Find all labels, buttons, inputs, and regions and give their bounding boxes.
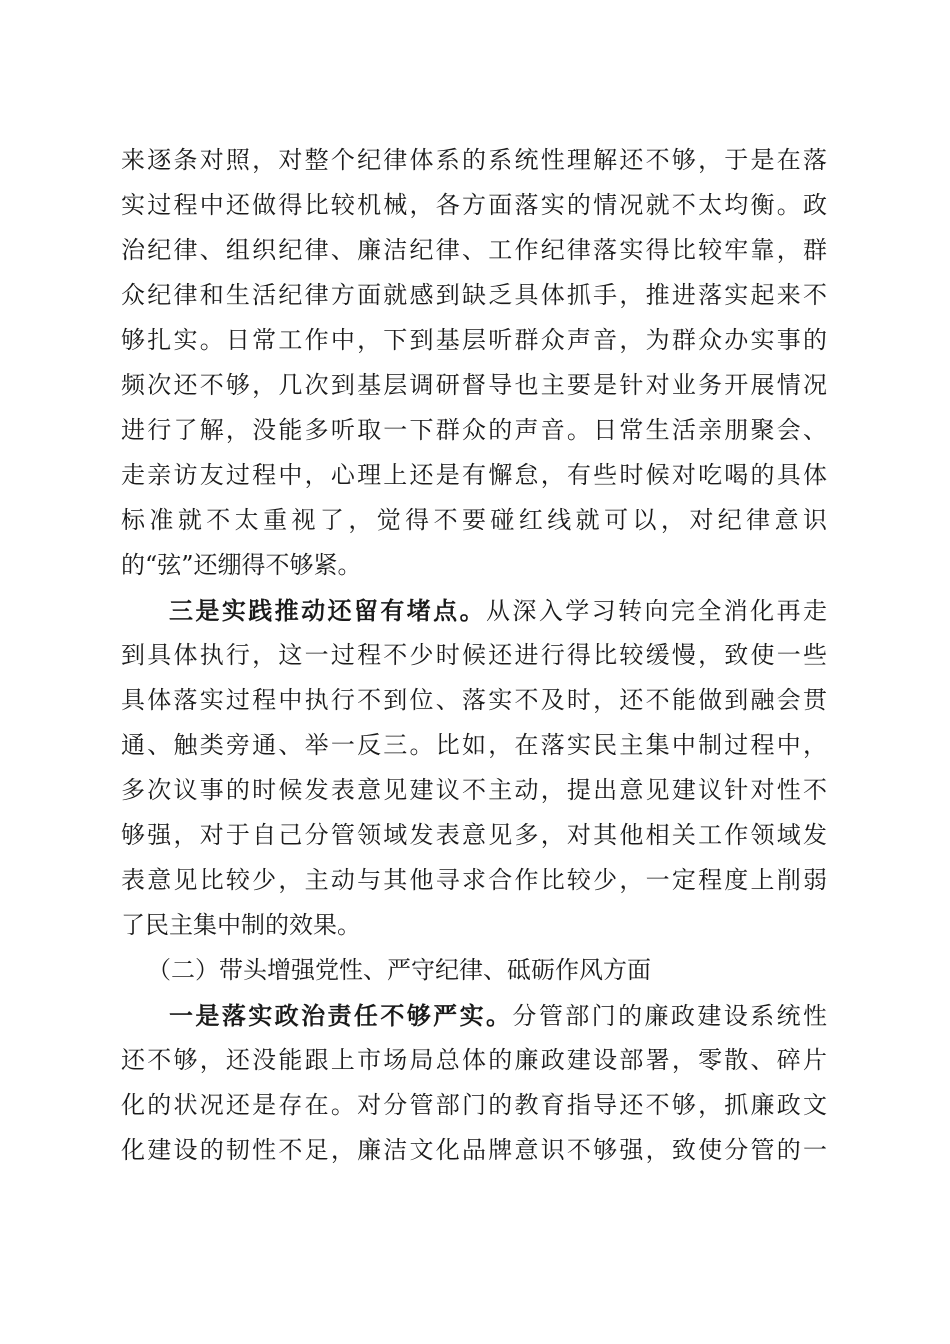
text-line: 多次议事的时候发表意见建议不主动，提出意见建议针对性不 xyxy=(121,776,827,804)
text-line: 走亲访友过程中，心理上还是有懈怠，有些时候对吃喝的具体 xyxy=(121,461,827,489)
text-line: 到具体执行，这一过程不少时候还进行得比较缓慢，致使一些 xyxy=(121,641,827,669)
section-heading: （二）带头增强党性、严守纪律、砥砺作风方面 xyxy=(147,956,651,984)
text-line: 频次还不够，几次到基层调研督导也主要是针对业务开展情况 xyxy=(121,371,827,399)
paragraph-first-line xyxy=(121,588,827,633)
paragraph-first-line xyxy=(121,993,827,1038)
text-line: 了民主集中制的效果。 xyxy=(121,911,361,939)
paragraph-lead-rest: 分管部门的廉政建设系统性 xyxy=(512,1002,827,1030)
text-line: 实过程中还做得比较机械，各方面落实的情况就不太均衡。政 xyxy=(121,191,827,219)
text-line: 够强，对于自己分管领域发表意见多，对其他相关工作领域发 xyxy=(121,821,827,849)
text-line: 众纪律和生活纪律方面就感到缺乏具体抓手，推进落实起来不 xyxy=(121,281,827,309)
text-line: 还不够，还没能跟上市场局总体的廉政建设部署，零散、碎片 xyxy=(121,1046,827,1074)
text-line: 通、触类旁通、举一反三。比如，在落实民主集中制过程中， xyxy=(121,731,827,759)
paragraph-lead-bold: 三是实践推动还留有堵点。 xyxy=(169,596,486,625)
text-line: 治纪律、组织纪律、廉洁纪律、工作纪律落实得比较牢靠，群 xyxy=(121,236,827,264)
text-line: 进行了解，没能多听取一下群众的声音。日常生活亲朋聚会、 xyxy=(121,416,827,444)
text-line: 表意见比较少，主动与其他寻求合作比较少，一定程度上削弱 xyxy=(121,866,827,894)
paragraph-lead-rest: 从深入学习转向完全消化再走 xyxy=(486,597,827,625)
paragraph-discipline-system xyxy=(121,138,827,588)
document-body xyxy=(121,138,827,1173)
text-line: 标准就不太重视了，觉得不要碰红线就可以，对纪律意识 xyxy=(121,506,827,534)
paragraph-political-responsibility xyxy=(121,993,827,1173)
text-line: 够扎实。日常工作中，下到基层听群众声音，为群众办实事的 xyxy=(121,326,827,354)
text-line: 化建设的韧性不足，廉洁文化品牌意识不够强，致使分管的一 xyxy=(121,1136,827,1164)
text-line: 具体落实过程中执行不到位、落实不及时，还不能做到融会贯 xyxy=(121,686,827,714)
text-line: 化的状况还是存在。对分管部门的教育指导还不够，抓廉政文 xyxy=(121,1091,827,1119)
paragraph-practice-blockage xyxy=(121,588,827,948)
text-line: 的“弦”还绷得不够紧。 xyxy=(121,551,362,579)
text-line: 来逐条对照，对整个纪律体系的系统性理解还不够，于是在落 xyxy=(121,146,827,174)
paragraph-lead-bold: 一是落实政治责任不够严实。 xyxy=(169,1001,513,1030)
